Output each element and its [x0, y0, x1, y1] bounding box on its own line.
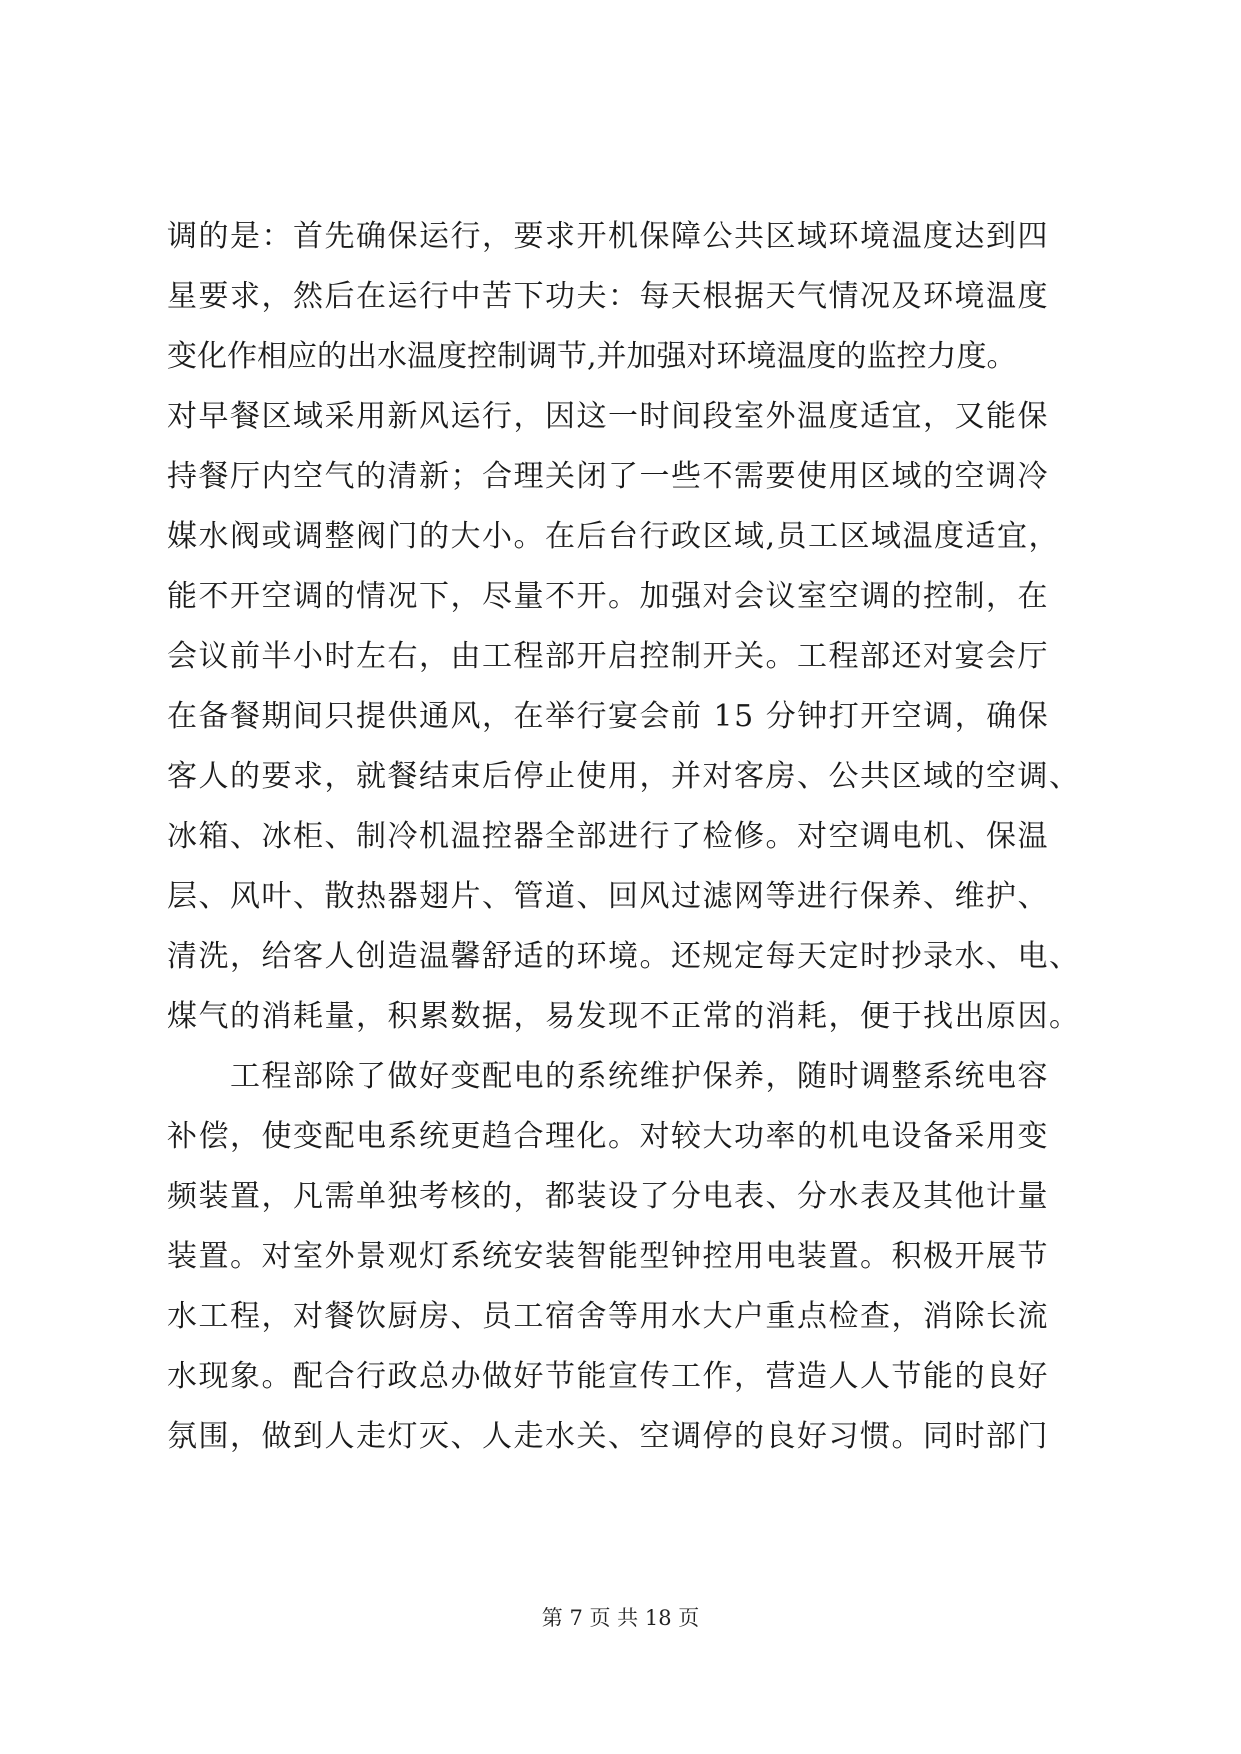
text-line: 频装置，凡需单独考核的，都装设了分电表、分水表及其他计量	[167, 1179, 1049, 1214]
paragraph-start-line: 工程部除了做好变配电的系统维护保养，随时调整系统电容	[167, 1059, 1049, 1094]
text-line: 水工程，对餐饮厨房、员工宿舍等用水大户重点检查，消除长流	[167, 1299, 1049, 1334]
text-line: 持餐厅内空气的清新；合理关闭了一些不需要使用区域的空调冷	[167, 459, 1049, 494]
text-line: 层、风叶、散热器翅片、管道、回风过滤网等进行保养、维护、	[167, 879, 1049, 914]
text-line: 能不开空调的情况下，尽量不开。加强对会议室空调的控制，在	[167, 579, 1049, 614]
text-line: 补偿，使变配电系统更趋合理化。对较大功率的机电设备采用变	[167, 1119, 1049, 1154]
text-line: 清洗，给客人创造温馨舒适的环境。还规定每天定时抄录水、电、	[167, 939, 1081, 974]
text-line: 煤气的消耗量，积累数据，易发现不正常的消耗，便于找出原因。	[167, 999, 1081, 1034]
text-line: 在备餐期间只提供通风，在举行宴会前 15 分钟打开空调，确保	[167, 699, 1050, 734]
text-line: 变化作相应的出水温度控制调节,并加强对环境温度的监控力度。	[167, 339, 1017, 374]
text-line: 氛围，做到人走灯灭、人走水关、空调停的良好习惯。同时部门	[167, 1419, 1049, 1454]
text-line: 对早餐区域采用新风运行，因这一时间段室外温度适宜，又能保	[167, 399, 1049, 434]
text-line: 客人的要求，就餐结束后停止使用，并对客房、公共区域的空调、	[167, 759, 1081, 794]
text-line: 调的是：首先确保运行，要求开机保障公共区域环境温度达到四	[167, 219, 1049, 254]
text-line: 星要求，然后在运行中苦下功夫：每天根据天气情况及环境温度	[167, 279, 1049, 314]
page-number-footer: 第 7 页 共 18 页	[541, 1606, 700, 1630]
text-line: 装置。对室外景观灯系统安装智能型钟控用电装置。积极开展节	[167, 1239, 1049, 1274]
body-text	[167, 207, 1087, 1467]
text-line: 水现象。配合行政总办做好节能宣传工作，营造人人节能的良好	[167, 1359, 1049, 1394]
text-line: 冰箱、冰柜、制冷机温控器全部进行了检修。对空调电机、保温	[167, 819, 1049, 854]
text-line: 媒水阀或调整阀门的大小。在后台行政区域,员工区域温度适宜，	[167, 519, 1061, 554]
text-line: 会议前半小时左右，由工程部开启控制开关。工程部还对宴会厅	[167, 639, 1049, 674]
